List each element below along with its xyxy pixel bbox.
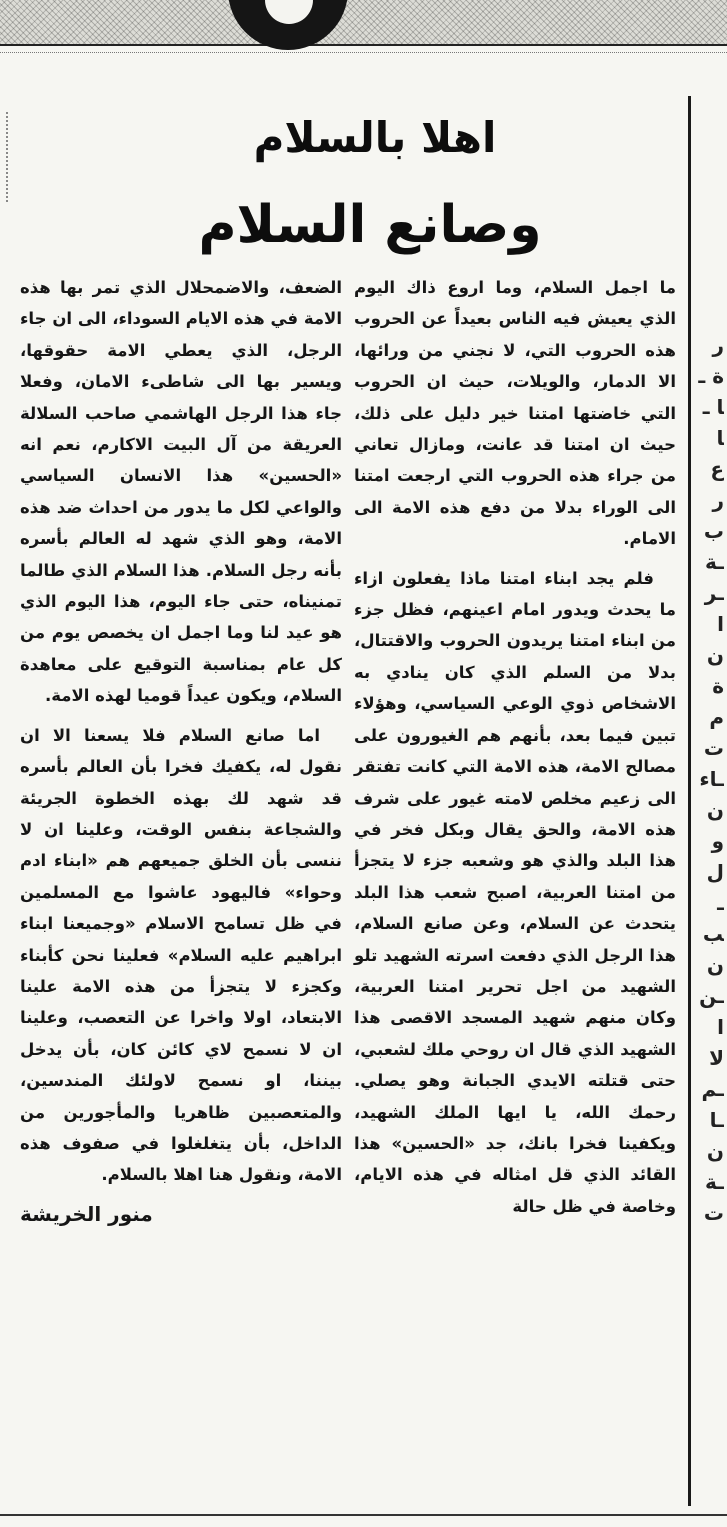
article-column-right	[354, 272, 676, 1222]
bottom-rule	[0, 1514, 727, 1516]
author-signature: منور الخريشة	[20, 1201, 153, 1226]
paragraph: الضعف، والاضمحلال الذي تمر بها هذه الامة في هذه الايام السوداء، الى ان جاء الرجل، الذي يعطي الامة حقوقها، ويسير بها الى شاطىء الامان، وفعلا جاء هذا الرجل الهاشمي صاحب السلالة العريقة من آل البيت الاكارم، نعم انه «الحسين» هذا الانسان السياسي والواعي لكل ما يدور من احداث ضد هذه الامة، وهو الذي شهد له العالم بأسره بأنه رجل السلام. هذا السلام الذي طالما تمنيناه، حتى جاء اليوم، هذا اليوم الذي هو عيد لنا وما اجمل ان يخصص يوم من كل عام بمناسبة التوقيع على معاهدة السلام، ويكون عيداً قوميا لهذه الامة.	[20, 278, 342, 706]
headline-line-1: اهلا بالسلام	[253, 113, 497, 162]
headline-line-2: وصانع السلام	[198, 195, 542, 255]
adjacent-article-fragment: ر ة ـا ـا ع ر ب ـة ـر ا ن ة م ت ـاء ن و ل ـب ن ـن ا لا ـم ـا ن ـة ت	[698, 333, 724, 1225]
left-margin-dots	[6, 112, 8, 202]
masthead-band	[0, 0, 727, 46]
column-rule	[688, 96, 691, 1506]
dotted-divider	[0, 52, 727, 53]
article-column-left	[20, 272, 342, 1230]
paragraph: فلم يجد ابناء امتنا ماذا يفعلون ازاء ما يحدث ويدور امام اعينهم، فظل جزء من ابناء امتنا يريدون الحروب والاقتتال، بدلا من السلم الذي كان ينادي به الاشخاص ذوي الوعي السياسي، وهؤلاء تبين فيما بعد، بأنهم هم الغيورون على مصالح الامة، هذه الامة التي كانت تفتقر الى زعيم مخلص لامته غيور على شرف هذه الامة، والحق يقال وبكل فخر في هذا البلد والذي هو وشعبه جزء لا يتجزأ من امتنا العربية، اصبح شعب هذا البلد يتحدث عن السلام، وعن صانع السلام، هذا الرجل الذي دفعت اسرته الشهيد تلو الشهيد من اجل تحرير امتنا العربية، وكان منهم شهيد المسجد الاقصى هذا الشهيد الذي قال ان روحي ملك لشعبي، حتى قتلته الايدي الجبانة وهو يصلي. رحمك الله، يا ايها الملك الشهيد، ويكفينا فخرا بانك، جد «الحسين» هذا القائد الذي قل امثاله في هذه الايام، وخاصة في ظل حالة	[354, 568, 676, 1216]
paragraph: ما اجمل السلام، وما اروع ذاك اليوم الذي يعيش فيه الناس بعيداً عن الحروب هذه الحروب التي، لا نجني من ورائها، الا الدمار، والويلات، حيث ان الحروب التي خاضتها امتنا خير دليل على ذلك، حيث ان امتنا قد عانت، ومازال تعاني من جراء هذه الحروب التي ارجعت امتنا الى الوراء بدلا من دفع هذه الامة الى الامام.	[354, 278, 676, 549]
paragraph: اما صانع السلام فلا يسعنا الا ان نقول له، يكفيك فخرا بأن العالم بأسره قد شهد لك بهذه الخطوة الجريئة والشجاعة بنفس الوقت، وعلينا ان لا ننسى بأن الخلق جميعهم هم «ابناء ادم وحواء» فاليهود عاشوا مع المسلمين في ظل تسامح الاسلام «وجميعنا ابناء ابراهيم عليه السلام» فعلينا نحن كأبناء وكجزء لا يتجزأ من هذه الامة علينا الابتعاد، اولا واخرا عن التعصب، وعلينا ان لا نسمح لاي كائن كان، بأن يدخل بيننا، او نسمح لاولئك المندسين، والمتعصبين ظاهريا والمأجورين من الداخل، بأن يتغلغلوا في صفوف هذه الامة، ونقول هنا اهلا بالسلام.	[20, 725, 342, 1185]
